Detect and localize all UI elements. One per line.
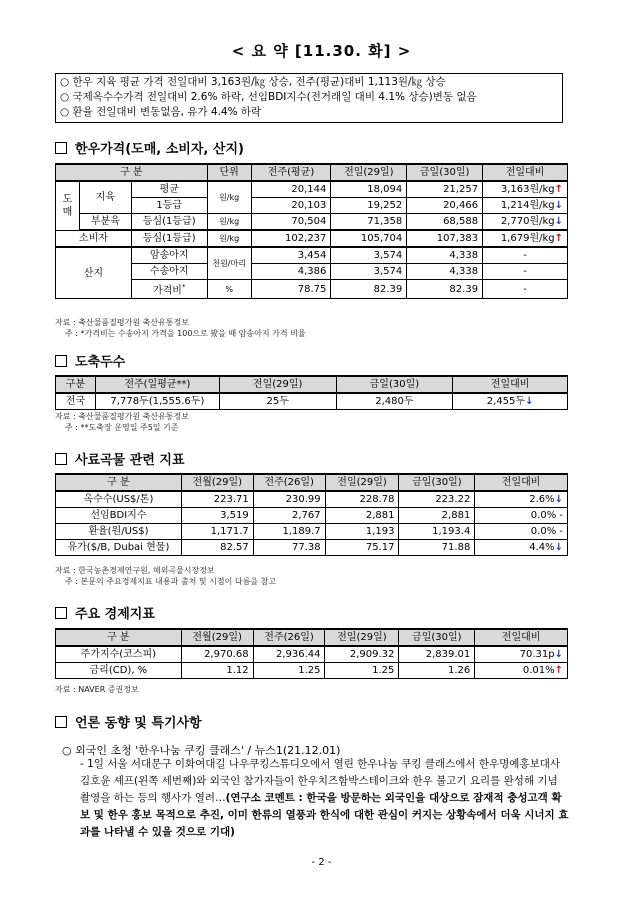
col-header: 전일대비 — [475, 474, 568, 491]
arrow-down-icon: ↓ — [554, 200, 563, 211]
col-header: 금일(30일) — [399, 629, 475, 646]
arrow-down-icon: ↓ — [554, 649, 563, 660]
col-header: 구 분 — [56, 164, 208, 181]
col-header: 전월(29일) — [181, 474, 253, 491]
table-cell: 원/kg — [207, 181, 251, 214]
table-cell: 18,094 — [331, 181, 407, 198]
table-row — [56, 491, 568, 508]
table-cell: 21,257 — [407, 181, 483, 198]
table-cell: 주가지수(코스피) — [56, 646, 182, 663]
table-row — [56, 247, 568, 264]
col-header: 전주(26일) — [253, 474, 325, 491]
col-header: 금일(30일) — [407, 164, 483, 181]
table-cell: 2,767 — [253, 508, 325, 524]
table-cell: 1,679원/kg — [500, 233, 555, 244]
table-cell: 2.6% — [529, 494, 555, 505]
table-cell — [475, 491, 568, 508]
table-cell: 천원/마리 — [207, 247, 251, 280]
source-note: 자료 : 한국농촌경제연구원, 해외곡물시장정보 — [55, 566, 215, 575]
table-cell: - — [483, 247, 568, 264]
source-note: 자료 : 축산물품질평가원 축산유통정보 — [55, 412, 189, 421]
table-cell: 78.75 — [251, 280, 331, 299]
table-cell — [483, 198, 568, 214]
table-cell — [475, 540, 568, 556]
table-cell: 230.99 — [253, 491, 325, 508]
arrow-down-icon: ↓ — [554, 216, 563, 227]
table-row — [56, 280, 568, 299]
table-cell: 가격비 — [152, 285, 182, 297]
table-cell: 언론 동향 및 특기사항 — [75, 716, 202, 731]
table-cell: 금리(CD), % — [56, 663, 182, 679]
table-cell: 원/kg — [207, 230, 251, 247]
table-cell: 1,214원/kg — [500, 200, 555, 211]
col-header: 전월(29일) — [181, 629, 253, 646]
col-header: 전일(29일) — [325, 474, 399, 491]
table-cell: 1,171.7 — [181, 524, 253, 540]
table-cell — [131, 280, 207, 299]
col-header: 전일대비 — [475, 629, 568, 646]
table-cell: 4,338 — [407, 247, 483, 264]
table-cell: 71,358 — [331, 214, 407, 231]
table-cell — [475, 646, 568, 663]
table-cell: 4.4% — [529, 542, 555, 553]
table-cell: 환율(원/US$) — [56, 524, 182, 540]
table-cell: 102,237 — [251, 230, 331, 247]
checkbox-bullet-icon — [55, 142, 67, 154]
checkbox-bullet-icon — [55, 716, 67, 728]
arrow-up-icon: ↑ — [554, 233, 563, 244]
table-row — [56, 524, 568, 540]
table-cell: 1,189.7 — [253, 524, 325, 540]
footnote: 주 : 본문의 주요경제지표 내용과 출처 및 시점이 다름을 참고 — [65, 577, 277, 586]
table-cell: 20,466 — [407, 198, 483, 214]
table-cell: 수송아지 — [131, 264, 207, 280]
table-cell: 2,936.44 — [253, 646, 325, 663]
table-cell: 전국 — [56, 393, 96, 410]
arrow-down-icon: ↓ — [525, 396, 534, 407]
table-cell: 223.22 — [399, 491, 475, 508]
table-cell: 82.39 — [407, 280, 483, 299]
slaughter-table — [55, 375, 568, 410]
table-row — [56, 214, 568, 231]
feed-grain-table — [55, 473, 568, 556]
table-cell: 1등급 — [131, 198, 207, 214]
col-header: 구분 — [56, 376, 96, 393]
summary-line: ○ 국제옥수수가격 전일대비 2.6% 하락, 선임BDI지수(전거래일 대비 4.1% 상승)변동 없음 — [60, 91, 477, 103]
summary-line: ○ 한우 지육 평균 가격 전일대비 3,163원/㎏ 상승, 전주(평균)대비 1,113원/㎏ 상승 — [60, 76, 446, 88]
table-cell: 0.01% — [522, 665, 555, 676]
table-cell: - — [483, 280, 568, 299]
table-cell: - 1일 서울 서대문구 이화여대길 나우쿠킹스튜디오에서 열린 한우나눔 쿠킹 클래스에서 한우명예홍보대사 김호윤 셰프(왼쪽 세번째)와 외국인 참가자들이 한우치즈함박스테이크와 한우 불고기 요리를 완성해 기념 촬영을 하는 등의 행사가 열려… — [80, 758, 560, 804]
table-cell: 등심(1등급) — [131, 214, 207, 231]
col-header: 금일(30일) — [399, 474, 475, 491]
col-header: 전일(29일) — [325, 629, 399, 646]
table-cell: 105,704 — [331, 230, 407, 247]
table-row — [56, 198, 568, 214]
section-heading-hanwoo — [55, 138, 244, 157]
table-cell: 107,383 — [407, 230, 483, 247]
table-cell: 70.31p — [519, 649, 555, 660]
table-cell: 0.0% - — [475, 508, 568, 524]
table-cell: 2,881 — [325, 508, 399, 524]
footnote: 주 : *가격비는 수송아지 가격을 100으로 봤을 때 암송아지 가격 비율 — [65, 329, 306, 338]
col-header: 전일대비 — [483, 164, 568, 181]
table-cell: 20,103 — [251, 198, 331, 214]
col-header: 전일대비 — [453, 376, 568, 393]
table-row — [56, 663, 568, 679]
table-cell: 2,480두 — [336, 393, 453, 410]
source-note: 자료 : 축산물품질평가원 축산유통정보 — [55, 318, 189, 327]
checkbox-bullet-icon — [55, 453, 67, 465]
arrow-down-icon: ↓ — [554, 542, 563, 553]
table-cell: 2,881 — [399, 508, 475, 524]
table-cell: 70,504 — [251, 214, 331, 231]
source-note: 자료 : NAVER 증권정보 — [55, 685, 139, 694]
footnote: 주 : **도축장 운영일 주5일 기준 — [65, 423, 179, 432]
table-cell: 소비자 — [56, 230, 132, 247]
table-cell: 암송아지 — [131, 247, 207, 264]
table-cell: 1.25 — [253, 663, 325, 679]
table-cell: 유가($/B, Dubai 현물) — [56, 540, 182, 556]
news-headline: ○ 외국인 초청 '한우나눔 쿠킹 클래스' / 뉴스1(21.12.01) — [62, 744, 341, 757]
table-row — [56, 646, 568, 663]
table-cell: 지육 — [79, 181, 131, 214]
table-cell: 평균 — [131, 181, 207, 198]
table-cell: 0.0% - — [475, 524, 568, 540]
arrow-down-icon: ↓ — [554, 494, 563, 505]
table-cell: - — [483, 264, 568, 280]
table-cell: 2,970.68 — [181, 646, 253, 663]
table-cell: 1.25 — [325, 663, 399, 679]
table-row — [56, 508, 568, 524]
table-cell: 75.17 — [325, 540, 399, 556]
table-cell: 주요 경제지표 — [75, 607, 155, 622]
table-cell: 77.38 — [253, 540, 325, 556]
table-cell: 도축두수 — [75, 355, 126, 370]
table-cell: 4,386 — [251, 264, 331, 280]
table-cell: 223.71 — [181, 491, 253, 508]
col-header: 단위 — [207, 164, 251, 181]
table-cell — [475, 663, 568, 679]
research-comment: (연구소 코멘트 : 한국을 방문하는 외국인을 대상으로 잠재적 충성고객 확보 및 한우 홍보 목적으로 추진, 이미 한류의 열풍과 한식에 대한 관심이 커지는 상황속에서 더욱 시너지 효과를 나타낼 수 있을 것으로 기대) — [80, 792, 569, 838]
table-cell: 2,455두 — [486, 396, 526, 407]
checkbox-bullet-icon — [55, 355, 67, 367]
col-header: 금일(30일) — [336, 376, 453, 393]
table-cell: 원/kg — [207, 214, 251, 231]
table-cell: 옥수수(US$/톤) — [56, 491, 182, 508]
table-row — [56, 230, 568, 247]
hanwoo-price-table — [55, 163, 568, 299]
section-heading-feed — [55, 449, 185, 468]
table-cell: 82.57 — [181, 540, 253, 556]
arrow-up-icon: ↑ — [554, 184, 563, 195]
table-row — [56, 393, 568, 410]
table-cell: 산지 — [56, 247, 132, 299]
table-cell — [483, 181, 568, 198]
table-cell: 한우가격(도매, 소비자, 산지) — [75, 142, 244, 157]
table-cell: 2,770원/kg — [500, 216, 555, 227]
table-cell — [483, 230, 568, 247]
arrow-up-icon: ↑ — [554, 665, 563, 676]
page-number: - 2 - — [311, 857, 332, 868]
checkbox-bullet-icon — [55, 607, 67, 619]
col-header: 전일(29일) — [331, 164, 407, 181]
table-cell: * — [181, 283, 186, 291]
economy-table — [55, 628, 568, 679]
summary-box — [55, 73, 563, 123]
table-row — [56, 540, 568, 556]
table-cell: 20,144 — [251, 181, 331, 198]
table-cell: 71.88 — [399, 540, 475, 556]
table-cell: 228.78 — [325, 491, 399, 508]
table-cell: 1,193 — [325, 524, 399, 540]
table-cell: % — [207, 280, 251, 299]
table-cell: 선임BDI지수 — [56, 508, 182, 524]
col-header: 전일(29일) — [219, 376, 336, 393]
section-heading-economy — [55, 603, 155, 622]
table-cell: 3,574 — [331, 247, 407, 264]
col-header: 전주(26일) — [253, 629, 325, 646]
col-header: 전주(평균) — [251, 164, 331, 181]
col-header: 구 분 — [56, 629, 182, 646]
table-cell: 3,519 — [181, 508, 253, 524]
section-heading-news — [55, 712, 202, 731]
page-title: < 요 약 [11.30. 화] > — [231, 42, 412, 60]
table-cell: 3,574 — [331, 264, 407, 280]
table-cell: 68,588 — [407, 214, 483, 231]
table-row — [56, 181, 568, 198]
table-cell: 4,338 — [407, 264, 483, 280]
news-body — [80, 756, 570, 841]
table-cell: 82.39 — [331, 280, 407, 299]
table-cell: 부분육 — [79, 214, 131, 231]
table-cell: 등심(1등급) — [131, 230, 207, 247]
table-cell: 1.26 — [399, 663, 475, 679]
table-cell — [483, 214, 568, 231]
col-header: 전주(일평균**) — [95, 376, 219, 393]
row-group-label: 도매 — [56, 181, 80, 230]
table-cell: 7,778두(1,555.6두) — [95, 393, 219, 410]
table-row — [56, 264, 568, 280]
table-cell — [453, 393, 568, 410]
table-cell: 3,454 — [251, 247, 331, 264]
table-cell: 1,193.4 — [399, 524, 475, 540]
col-header: 구 분 — [56, 474, 182, 491]
table-cell: 19,252 — [331, 198, 407, 214]
section-heading-slaughter — [55, 351, 125, 370]
table-cell: 2,839.01 — [399, 646, 475, 663]
summary-line: ○ 환율 전일대비 변동없음, 유가 4.4% 하락 — [60, 106, 262, 118]
table-cell: 2,909.32 — [325, 646, 399, 663]
table-cell: 3,163원/kg — [500, 184, 555, 195]
table-cell: 사료곡물 관련 지표 — [75, 453, 185, 468]
table-cell: 1.12 — [181, 663, 253, 679]
table-cell: 25두 — [219, 393, 336, 410]
